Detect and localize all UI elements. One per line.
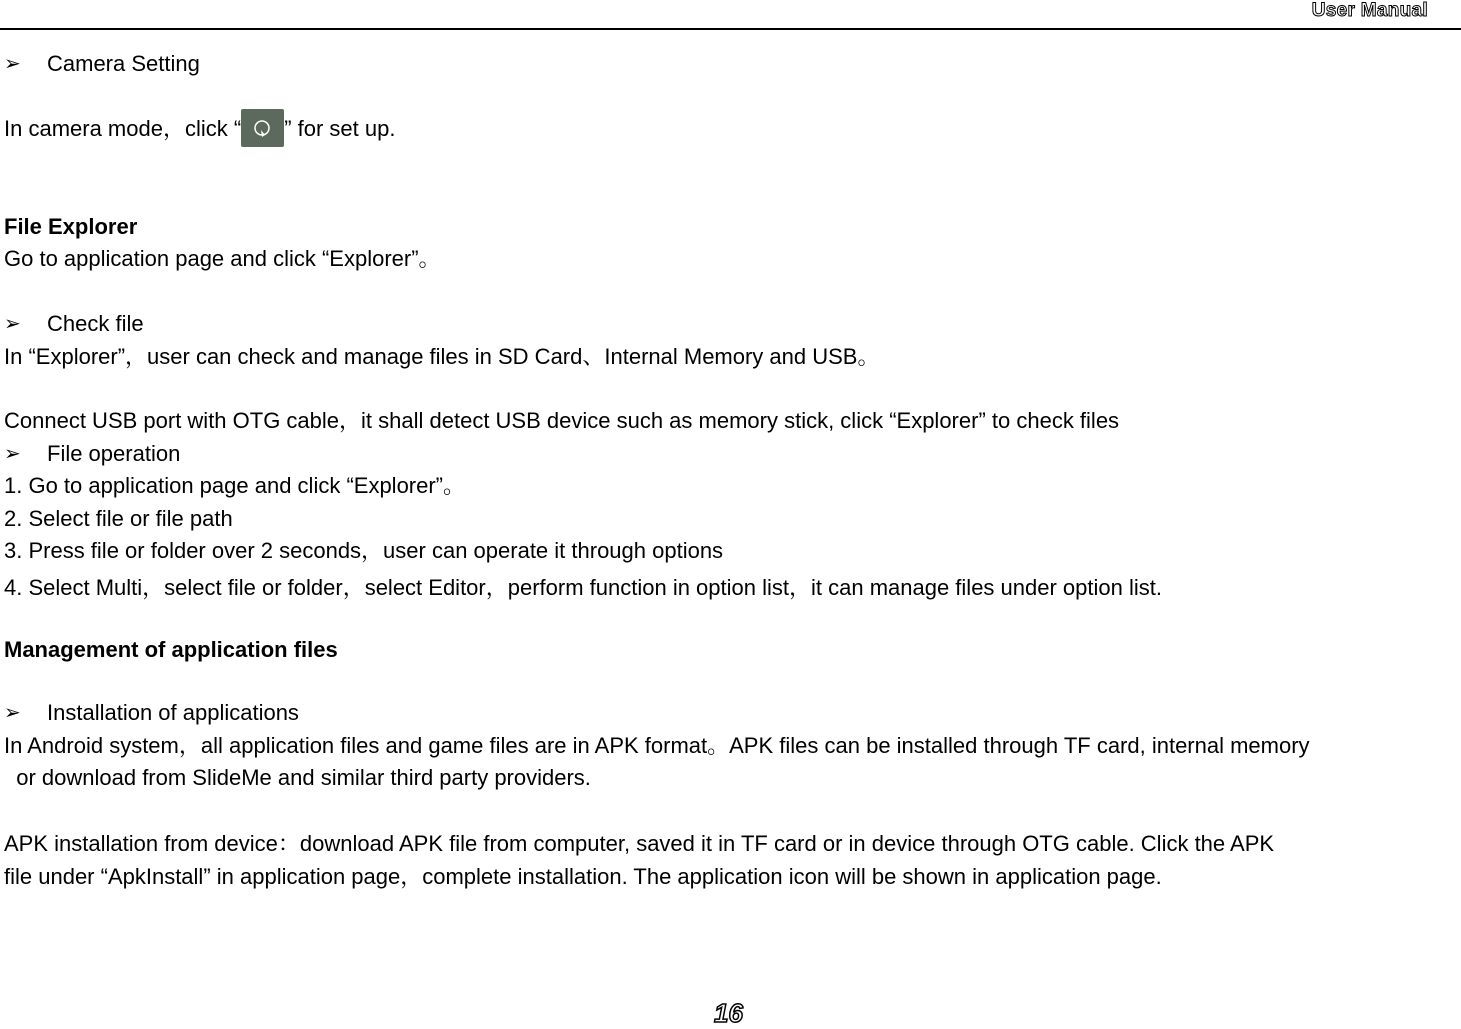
file-operation-step: 3. Press file or folder over 2 seconds，user can operate it through options bbox=[4, 538, 724, 563]
file-operation-step: 2. Select file or file path bbox=[4, 506, 233, 531]
file-explorer-heading: File Explorer bbox=[4, 214, 138, 239]
bullet-arrow: ➢ bbox=[4, 443, 21, 465]
installation-text-line2: or download from SlideMe and similar third party providers. bbox=[4, 765, 591, 790]
app-management-heading: Management of application files bbox=[4, 637, 338, 662]
bullet-arrow: ➢ bbox=[4, 53, 21, 75]
camera-instruction-pre: In camera mode，click “ bbox=[4, 115, 242, 141]
check-file-heading: Check file bbox=[47, 311, 144, 336]
camera-setting-heading: Camera Setting bbox=[47, 51, 200, 76]
file-operation-step: 1. Go to application page and click “Explorer”。 bbox=[4, 473, 466, 498]
check-file-text: In “Explorer”，user can check and manage files in SD Card、Internal Memory and USB。 bbox=[4, 344, 880, 369]
bullet-arrow: ➢ bbox=[4, 313, 21, 335]
installation-heading: Installation of applications bbox=[47, 700, 299, 725]
apk-install-text-line1: APK installation from device：download APK file from computer, saved it in TF card or in device through OTG cable. Click the APK bbox=[4, 831, 1275, 856]
camera-instruction-post: ” for set up. bbox=[284, 115, 396, 141]
explorer-intro: Go to application page and click “Explorer”。 bbox=[4, 246, 441, 271]
bullet-arrow: ➢ bbox=[4, 702, 21, 724]
header-title: User Manual bbox=[1311, 0, 1428, 21]
file-operation-step: 4. Select Multi，select file or folder，select Editor，perform function in option list，it can manage files under option list. bbox=[4, 575, 1162, 600]
camera-instruction bbox=[4, 111, 395, 149]
file-operation-heading: File operation bbox=[47, 441, 181, 466]
apk-install-text-line2: file under “ApkInstall” in application page，complete installation. The application icon will be shown in application page. bbox=[4, 864, 1162, 889]
usb-otg-text: Connect USB port with OTG cable，it shall detect USB device such as memory stick, click “Explorer” to check files bbox=[4, 408, 1120, 433]
page-number: 16 bbox=[714, 998, 743, 1028]
camera-settings-icon bbox=[241, 109, 284, 147]
header-divider bbox=[0, 28, 1461, 30]
installation-text-line1: In Android system，all application files and game files are in APK format。APK files can be installed through TF card, internal memory bbox=[4, 733, 1310, 758]
